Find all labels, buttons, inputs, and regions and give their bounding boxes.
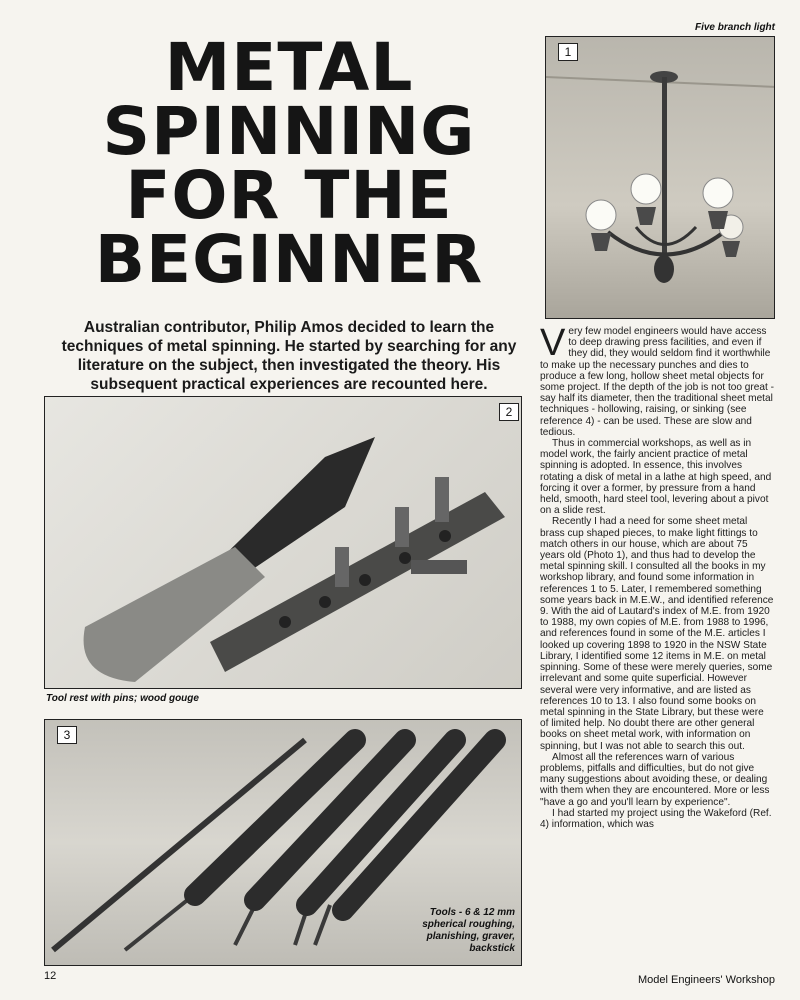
title-line-4: BEGINNER	[94, 221, 484, 298]
title-line-3: FOR THE	[125, 157, 453, 234]
standfirst: Australian contributor, Philip Amos decided to learn the techniques of metal spinning. He started by searching for any literature on the subject, then investigated the theory. His subsequent practical experiences are recounted here.	[61, 319, 517, 393]
body-paragraph-3: Recently I had a need for some sheet metal brass cup shaped pieces, to make light fittings to match others in our house, which are about 75 years old (Photo 1), and thus had to develop the metal spinning skill. I consulted all the books in my workshop library, and found some information in references 1 to 5. Later, I remembered something some years back in M.E.W., and identified reference 9. With the aid of Lautard's index of M.E. from 1920 to 1988, my own copies of M.E. from 1988 to 1996, and references found in some of the M.E. articles I looked up covering 1898 to 1920 in the NSW State Library, I identified some 12 items in M.E. on metal spinning. Some of these were merely queries, some irrelevant and some quite superficial. However several were very informative, and are listed as references 10 to 13. I also found some books on metal spinning in the State Library, but these were of limited help. No doubt there are other general books on sheet metal work, with information on spinning, but I was not able to search this out.	[540, 516, 774, 752]
magazine-footer: Model Engineers' Workshop	[637, 974, 775, 986]
photo1-number: 1	[558, 43, 578, 61]
tool-rest-illustration	[45, 397, 522, 689]
article-body	[540, 322, 774, 830]
photo-five-branch-light	[545, 36, 775, 319]
body-paragraph-5: I had started my project using the Wakeford (Ref. 4) information, which was	[540, 807, 772, 830]
body-paragraph-2: Thus in commercial workshops, as well as in model work, the fairly ancient practice of metal spinning is adopted. In essence, this involves rotating a disk of metal in a lathe at high speed, and forcing it over a former, by pressure from a hand held, smooth, hard steel tool, levering about a pivot on a slide rest.	[540, 438, 772, 517]
photo-tool-rest	[44, 396, 522, 689]
dropcap: V	[540, 322, 566, 364]
article-title	[44, 29, 534, 298]
page-number: 12	[44, 970, 57, 982]
title-line-1: METAL	[164, 29, 414, 106]
photo2-number: 2	[499, 403, 519, 421]
body-paragraph-4: Almost all the references warn of various problems, pitfalls and difficulties, but do not give many suggestions about avoiding these, or dealing with them when they are encountered. More or less "have a go and you'll learn by experience".	[540, 751, 770, 808]
chandelier-illustration	[546, 37, 775, 319]
title-line-2: SPINNING	[102, 93, 476, 170]
photo3-caption: Tools - 6 & 12 mm spherical roughing, planishing, graver, backstick	[422, 907, 515, 954]
photo2-caption: Tool rest with pins; wood gouge	[46, 693, 199, 704]
photo1-caption: Five branch light	[694, 22, 775, 33]
photo3-number: 3	[57, 726, 77, 744]
body-paragraph-1: Very few model engineers would have access to deep drawing press facilities, and even if they did, they would seldom find it worthwhile to make up the necessary punches and dies to produce a few long, hollow sheet metal objects for some project. If the depth of the job is not too great - say half its diameter, then the traditional sheet metal techniques - hollowing, raising, or sinking (see reference 4) - can be used. These are slow and tedious.	[540, 322, 774, 438]
